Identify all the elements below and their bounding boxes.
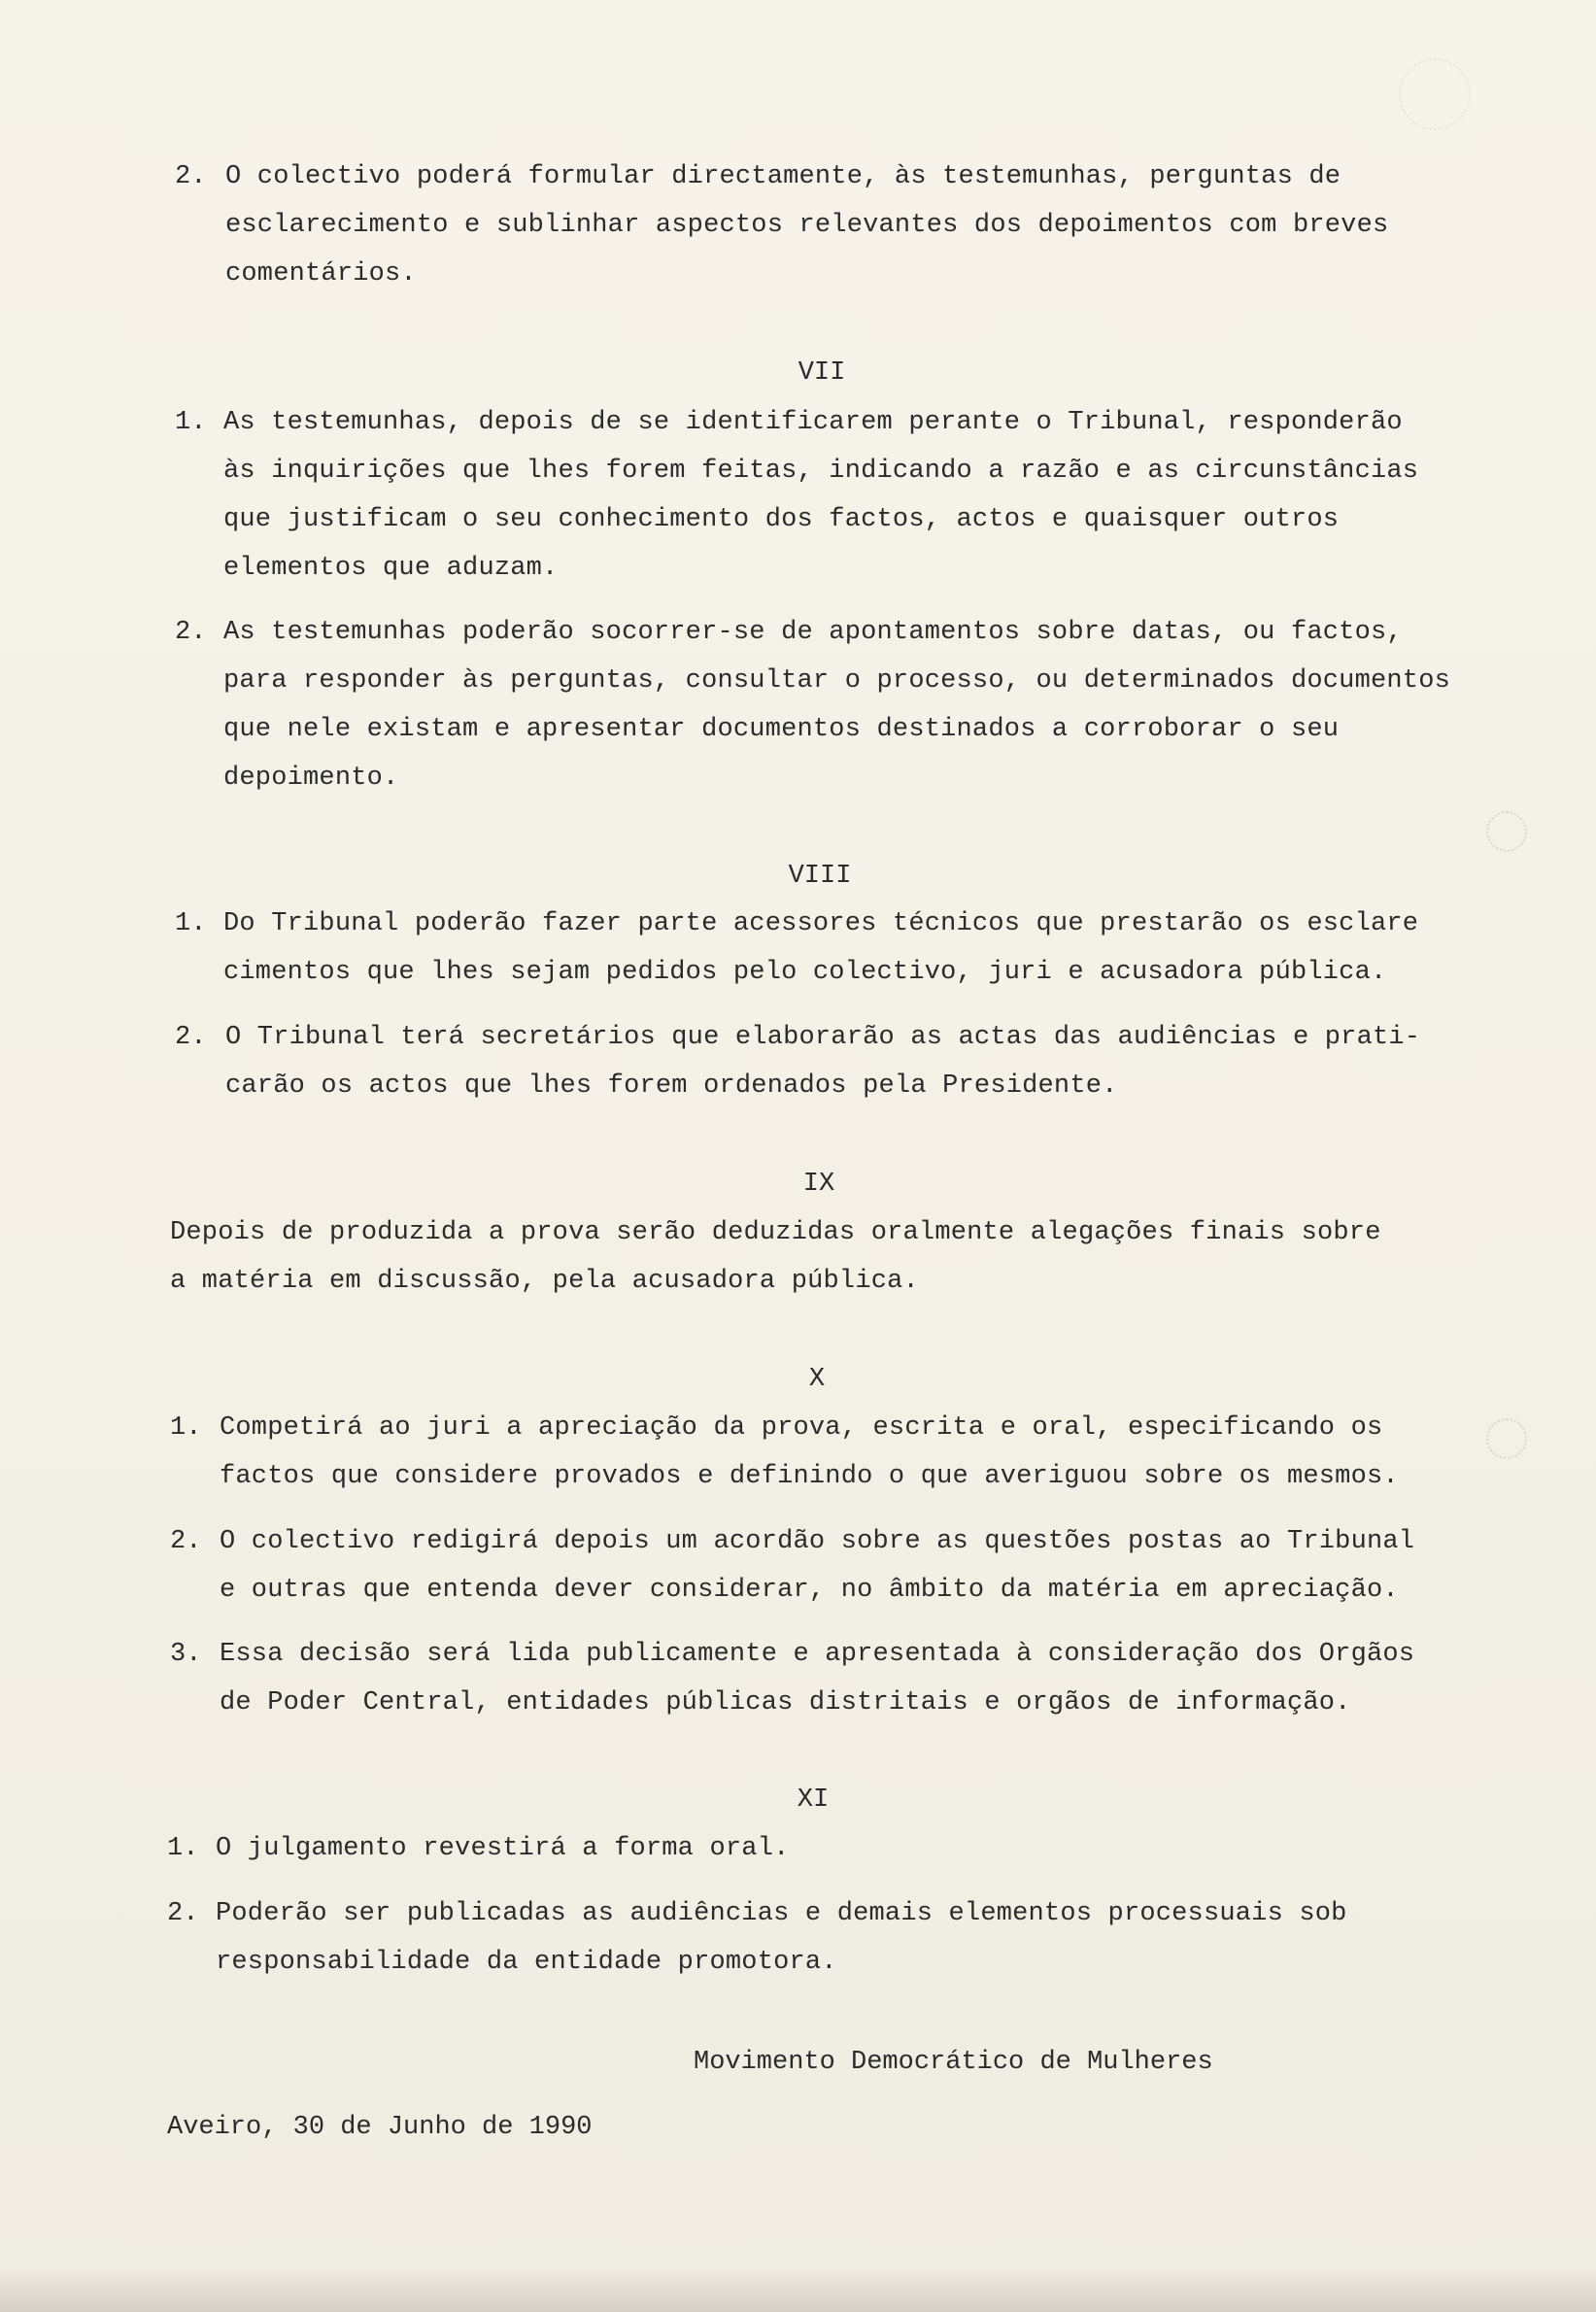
item-number: 2.: [175, 162, 207, 191]
place-date: Aveiro, 30 de Junho de 1990: [167, 2113, 593, 2142]
item-number: 1.: [175, 408, 207, 437]
paragraph-line: às inquirições que lhes forem feitas, indicando a razão e as circunstâncias: [223, 457, 1419, 486]
section-heading: VII: [798, 358, 846, 388]
signature-organization: Movimento Democrático de Mulheres: [694, 2048, 1213, 2077]
item-number: 1.: [170, 1413, 202, 1443]
section-heading: X: [808, 1365, 826, 1394]
paragraph-line: de Poder Central, entidades públicas distritais e orgãos de informação.: [220, 1688, 1351, 1717]
item-number: 2.: [175, 618, 207, 647]
paragraph-line: cimentos que lhes sejam pedidos pelo colectivo, juri e acusadora pública.: [223, 958, 1387, 987]
paragraph-line: Competirá ao juri a apreciação da prova, escrita e oral, especificando os: [220, 1413, 1383, 1443]
paragraph-line: que justificam o seu conhecimento dos factos, actos e quaisquer outros: [223, 505, 1340, 534]
paragraph-line: esclarecimento e sublinhar aspectos relevantes dos depoimentos com breves: [225, 211, 1389, 240]
paragraph-line: que nele existam e apresentar documentos destinados a corroborar o seu: [223, 715, 1340, 744]
paragraph-line: O Tribunal terá secretários que elaborarão as actas das audiências e prati-: [225, 1023, 1421, 1052]
item-number: 2.: [175, 1023, 207, 1052]
item-number: 1.: [167, 1834, 199, 1863]
paragraph-line: responsabilidade da entidade promotora.: [216, 1948, 837, 1977]
paper-stain: [1486, 811, 1527, 852]
paper-stain: [1399, 58, 1471, 130]
paragraph-line: Do Tribunal poderão fazer parte acessores técnicos que prestarão os esclare: [223, 909, 1419, 938]
paragraph-line: O julgamento revestirá a forma oral.: [216, 1834, 790, 1863]
paper-stain: [1486, 1418, 1527, 1459]
paragraph-line: factos que considere provados e definindo o que averiguou sobre os mesmos.: [220, 1462, 1399, 1491]
paragraph-line: carão os actos que lhes forem ordenados pela Presidente.: [225, 1071, 1118, 1101]
paragraph-line: para responder às perguntas, consultar o processo, ou determinados documentos: [223, 666, 1451, 696]
paragraph-line: e outras que entenda dever considerar, no âmbito da matéria em apreciação.: [220, 1576, 1399, 1605]
paragraph-line: O colectivo poderá formular directamente, às testemunhas, perguntas de: [225, 162, 1341, 191]
item-number: 2.: [170, 1527, 202, 1556]
section-heading: XI: [797, 1785, 830, 1815]
section-heading: VIII: [788, 862, 852, 891]
paragraph-line: comentários.: [225, 259, 417, 289]
paragraph-line: a matéria em discussão, pela acusadora pública.: [170, 1267, 919, 1296]
paragraph-line: O colectivo redigirá depois um acordão sobre as questões postas ao Tribunal: [220, 1527, 1415, 1556]
paper-edge: [0, 2268, 1596, 2312]
section-heading: IX: [802, 1170, 835, 1199]
paragraph-line: As testemunhas, depois de se identificarem perante o Tribunal, responderão: [223, 408, 1403, 437]
paragraph-line: Depois de produzida a prova serão deduzidas oralmente alegações finais sobre: [170, 1218, 1381, 1247]
paragraph-line: Poderão ser publicadas as audiências e demais elementos processuais sob: [216, 1899, 1347, 1928]
item-number: 1.: [175, 909, 207, 938]
item-number: 2.: [167, 1899, 199, 1928]
paragraph-line: Essa decisão será lida publicamente e apresentada à consideração dos Orgãos: [220, 1640, 1415, 1669]
paragraph-line: As testemunhas poderão socorrer-se de apontamentos sobre datas, ou factos,: [223, 618, 1403, 647]
paragraph-line: depoimento.: [223, 764, 399, 793]
item-number: 3.: [170, 1640, 202, 1669]
paragraph-line: elementos que aduzam.: [223, 554, 559, 583]
